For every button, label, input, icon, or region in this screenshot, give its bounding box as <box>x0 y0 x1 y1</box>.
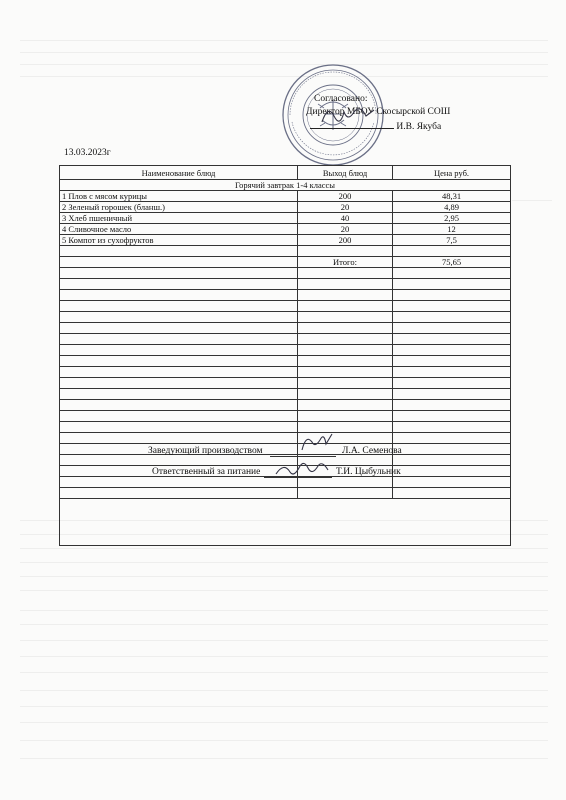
empty-row <box>60 312 511 323</box>
empty-row <box>60 444 511 455</box>
empty-row <box>60 279 511 290</box>
table-row <box>60 191 511 202</box>
dish-name: 3 Хлеб пшеничный <box>60 213 298 224</box>
dish-output: 200 <box>298 191 393 202</box>
empty-row <box>60 356 511 367</box>
responsible-for-meals-name: Т.И. Цыбульник <box>336 467 401 477</box>
header-price: Цена руб. <box>393 166 511 180</box>
table-row <box>60 235 511 246</box>
table-header-row <box>60 166 511 180</box>
empty-row <box>60 378 511 389</box>
section-row <box>60 180 511 191</box>
empty-row <box>60 334 511 345</box>
director-signature-icon <box>318 100 378 130</box>
empty-row <box>60 400 511 411</box>
header-output: Выход блюд <box>298 166 393 180</box>
responsible-for-meals-title: Ответственный за питание <box>152 467 261 477</box>
dish-name: 2 Зеленый горошек (бланш.) <box>60 202 298 213</box>
dish-output: 20 <box>298 224 393 235</box>
empty-row <box>60 389 511 400</box>
document-date: 13.03.2023г <box>64 148 111 158</box>
table-row <box>60 224 511 235</box>
head-of-production-title: Заведующий производством <box>148 446 263 456</box>
dish-price: 7,5 <box>393 235 511 246</box>
approval-signer-name: И.В. Якуба <box>396 122 442 132</box>
header-dish-name: Наименование блюд <box>60 166 298 180</box>
empty-row <box>60 488 511 499</box>
dish-output: 40 <box>298 213 393 224</box>
empty-row <box>60 301 511 312</box>
approval-position: Директор МБОУ Скосырской СОШ <box>306 107 451 117</box>
empty-row <box>60 290 511 301</box>
total-value: 75,65 <box>393 257 511 268</box>
empty-row <box>60 367 511 378</box>
menu-table <box>59 165 511 546</box>
empty-row <box>60 323 511 334</box>
empty-row <box>60 345 511 356</box>
approval-heading: Согласовано: <box>314 94 368 104</box>
total-row <box>60 257 511 268</box>
empty-row <box>60 246 511 257</box>
dish-price: 48,31 <box>393 191 511 202</box>
empty-row <box>60 433 511 444</box>
total-label: Итого: <box>298 257 393 268</box>
empty-row <box>60 422 511 433</box>
dish-name: 4 Сливочное масло <box>60 224 298 235</box>
dish-price: 2,95 <box>393 213 511 224</box>
dish-name: 1 Плов с мясом курицы <box>60 191 298 202</box>
responsible-signature-icon <box>272 456 334 482</box>
section-title: Горячий завтрак 1-4 классы <box>60 180 511 191</box>
dish-output: 200 <box>298 235 393 246</box>
table-row <box>60 213 511 224</box>
dish-price: 12 <box>393 224 511 235</box>
head-of-production-name: Л.А. Семенова <box>342 446 402 456</box>
empty-row <box>60 268 511 279</box>
dish-output: 20 <box>298 202 393 213</box>
signature-area <box>60 499 511 546</box>
empty-row <box>60 411 511 422</box>
table-row <box>60 202 511 213</box>
dish-price: 4,89 <box>393 202 511 213</box>
head-signature-icon <box>296 430 336 456</box>
dish-name: 5 Компот из сухофруктов <box>60 235 298 246</box>
